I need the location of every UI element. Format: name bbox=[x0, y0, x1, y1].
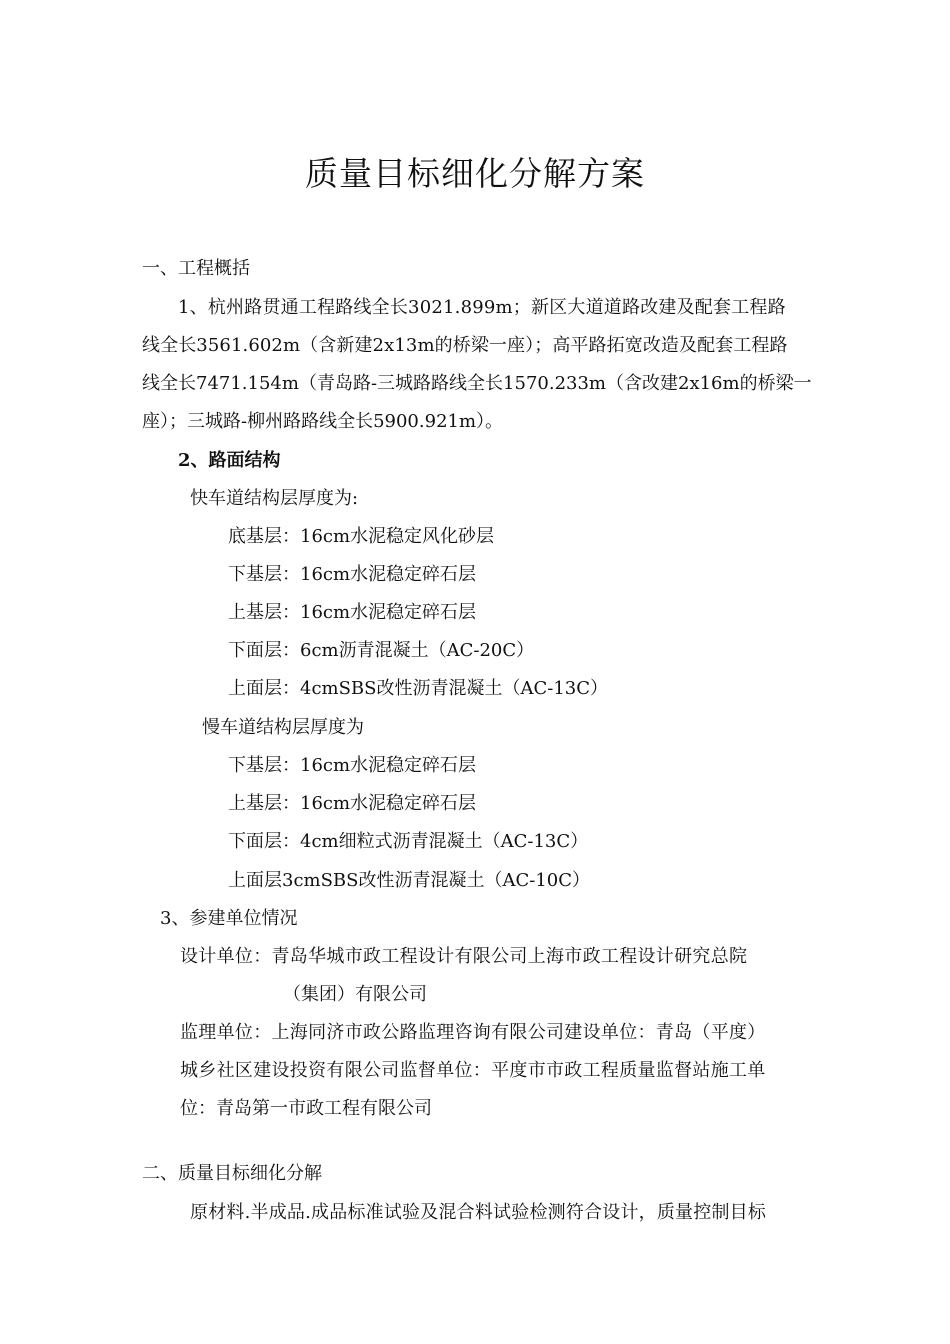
units-line-1: 设计单位：青岛华城市政工程设计有限公司上海市政工程设计研究总院 bbox=[180, 946, 748, 967]
overview-line-2: 线全长3561.602m（含新建2x13m的桥梁一座）；高平路拓宽改造及配套工程路 bbox=[142, 335, 788, 356]
units-line-5: 位：青岛第一市政工程有限公司 bbox=[180, 1098, 432, 1119]
fast-lane-layer: 上基层：16cm水泥稳定碎石层 bbox=[228, 602, 477, 623]
slow-lane-layer: 下基层：16cm水泥稳定碎石层 bbox=[228, 755, 477, 776]
overview-line-1: 1、杭州路贯通工程路线全长3021.899m；新区大道道路改建及配套工程路 bbox=[178, 297, 786, 318]
fast-lane-layer: 底基层：16cm水泥稳定风化砂层 bbox=[228, 526, 495, 547]
slow-lane-layer: 下面层：4cm细粒式沥青混凝土（AC-13C） bbox=[228, 831, 589, 852]
section2-heading: 二、质量目标细化分解 bbox=[142, 1163, 322, 1184]
overview-line-3: 线全长7471.154m（青岛路-三城路路线全长1570.233m（含改建2x16m的桥梁一 bbox=[142, 373, 812, 394]
slow-lane-layer: 上面层3cmSBS改性沥青混凝土（AC-10C） bbox=[228, 870, 591, 891]
units-line-3: 监理单位：上海同济市政公路监理咨询有限公司建设单位：青岛（平度） bbox=[180, 1022, 766, 1043]
fast-lane-layer: 下面层：6cm沥青混凝土（AC-20C） bbox=[228, 640, 535, 661]
fast-lane-layer: 上面层：4cmSBS改性沥青混凝土（AC-13C） bbox=[228, 678, 609, 699]
fast-lane-heading: 快车道结构层厚度为: bbox=[190, 488, 359, 509]
quality-target-line-1: 原材料.半成品.成品标准试验及混合料试验检测符合设计，质量控制目标 bbox=[190, 1202, 767, 1223]
slow-lane-heading: 慢车道结构层厚度为 bbox=[202, 717, 364, 738]
pavement-structure-heading: 2、路面结构 bbox=[178, 450, 281, 471]
overview-line-4: 座）；三城路-柳州路路线全长5900.921m）。 bbox=[142, 411, 504, 432]
slow-lane-layer: 上基层：16cm水泥稳定碎石层 bbox=[228, 793, 477, 814]
page-title: 质量目标细化分解方案 bbox=[305, 154, 645, 193]
section1-heading: 一、工程概括 bbox=[142, 258, 250, 279]
fast-lane-layer: 下基层：16cm水泥稳定碎石层 bbox=[228, 564, 477, 585]
participating-units-heading: 3、参建单位情况 bbox=[160, 908, 298, 929]
units-line-4: 城乡社区建设投资有限公司监督单位：平度市市政工程质量监督站施工单 bbox=[180, 1060, 766, 1081]
units-line-2: （集团）有限公司 bbox=[283, 984, 427, 1005]
